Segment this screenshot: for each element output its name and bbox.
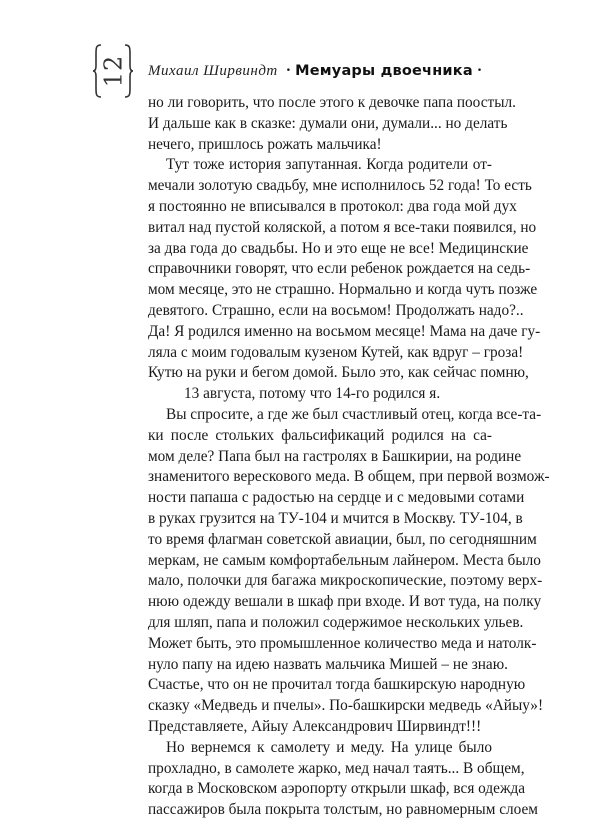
text-line: пассажиров была покрыта толстым, но равномерным слоем [148,801,538,819]
page-number-badge [92,44,134,98]
right-brace-icon [124,44,134,98]
text-line: мом деле? Папа был на гастролях в Башкирии, на родине [148,447,522,465]
text-line: ности папаша с радостью на сердце и с медовыми сотами [148,489,525,507]
text-line: девятого. Страшно, если на восьмом! Продолжать надо?.. [148,301,524,319]
text-line: мом месяце, это не страшно. Нормально и когда чуть позже [148,281,538,299]
text-line: когда в Московском аэропорту открыли шкаф, вся одежда [148,780,526,798]
text-line: но ли говорить, что после этого к девочке папа поостыл. [148,94,516,111]
text-line: я постоянно не вписывался в протокол: два года мой дух [148,197,517,215]
bullet-separator: • [285,65,292,76]
text-line: то время флагман советской авиации, был, по сегодняшним [148,530,537,548]
body-text [148,93,550,821]
text-line: прохладно, в самолете жарко, мед начал таять... В общем, [148,759,525,777]
text-line: меркам, не самым комфортабельным лайнером. Места было [148,551,541,569]
text-line: в руках грузится на ТУ-104 и мчится в Москву. ТУ-104, в [148,509,523,527]
text-line: для шляп, папа и положил содержимое нескольких ульев. [148,613,524,631]
text-line: Представляете, Айыу Александрович Ширвиндт!!! [148,717,482,735]
book-title: Мемуары двоечника [295,62,473,79]
text-line: ки после стольких фальсификаций родился на са- [148,426,492,444]
text-line: Да! Я родился именно на восьмом месяце! Мама на даче гу- [148,322,541,340]
bullet-separator: • [476,65,483,76]
text-line: Тут тоже история запутанная. Когда родители от- [166,156,492,174]
running-head [148,63,482,80]
text-line: И дальше как в сказке: думали они, думали... но делать [148,114,508,132]
text-line: знаменитого верескового меда. В общем, при первой возмож- [148,468,550,486]
text-line: Но вернемся к самолету и меду. На улице было [166,738,492,756]
text-line: Кутю на руки и бегом домой. Было это, как сейчас помню, [148,364,529,382]
text-line: ляла с моим годовалым кузеном Кутей, как вдруг – гроза! [148,343,524,361]
text-line: Вы спросите, а где же был счастливый отец, когда все-та- [166,405,542,423]
text-line: 13 августа, потому что 14-го родился я. [184,385,441,403]
text-line: Счастье, что он не прочитал тогда башкирскую народную [148,676,526,694]
author-name: Михаил Ширвиндт [148,62,278,79]
text-line: нюю одежду вешали в шкаф при входе. И вот туда, на полку [148,593,542,611]
text-line: нечего, пришлось рожать мальчика! [148,135,382,153]
text-line: мало, полочки для багажа микроскопические, поэтому верх- [148,572,543,590]
text-line: нуло папу на идею назвать мальчика Мишей – не знаю. [148,655,508,673]
running-header [92,44,482,98]
text-line: сказку «Медведь и пчелы». По-башкирски медведь «Айыу»! [148,697,544,715]
text-line: Может быть, это промышленное количество меда и натолк- [148,634,537,652]
page-number: 12 [98,54,127,88]
text-line: витал над пустой коляской, а потом я все-таки появился, но [148,218,537,236]
text-line: мечали золотую свадьбу, мне исполнилось 52 года! То есть [148,177,532,195]
text-line: справочники говорят, что если ребенок рождается на седь- [148,260,531,278]
text-line: за два года до свадьбы. Но и это еще не все! Медицинские [148,239,529,257]
